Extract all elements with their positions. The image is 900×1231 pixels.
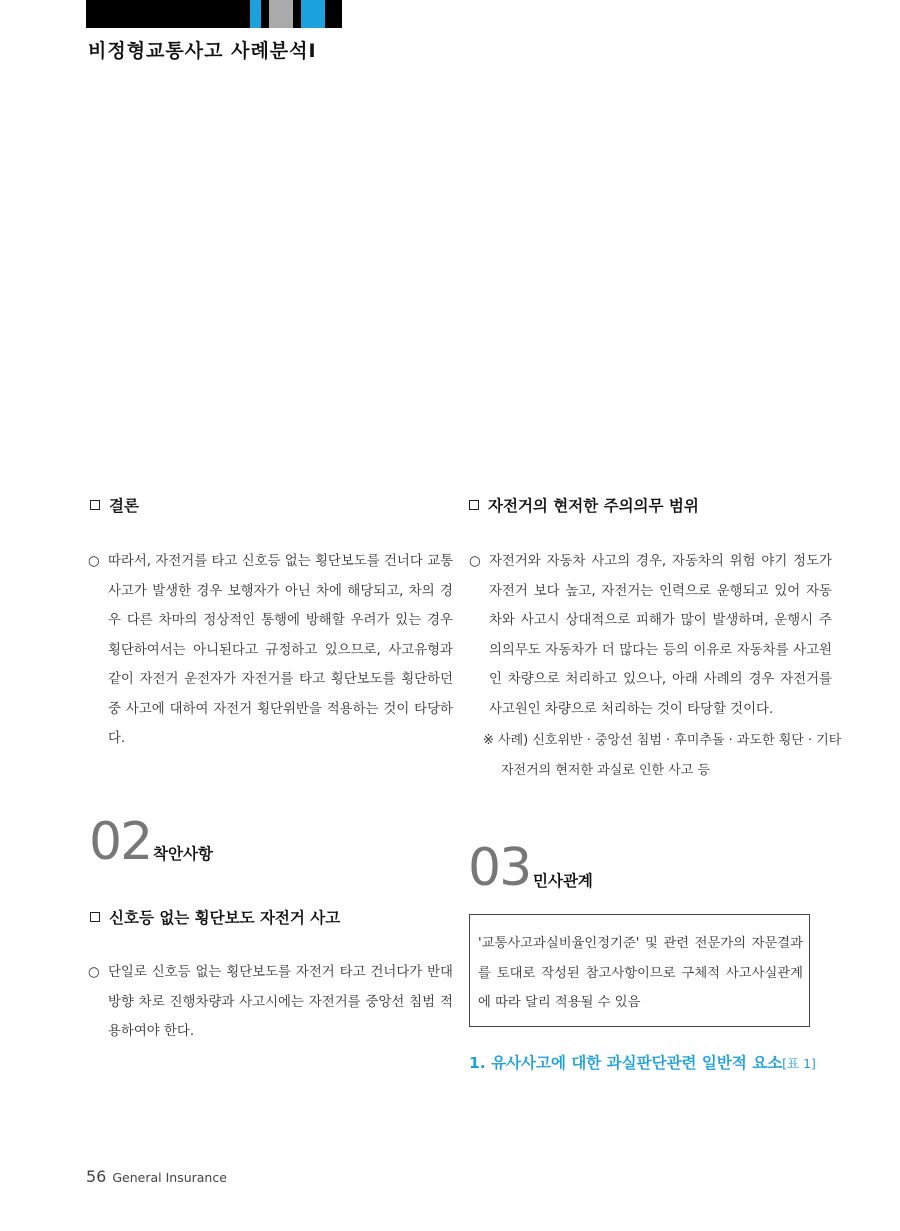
circle-bullet-icon: ○ <box>88 965 100 980</box>
sec02-heading <box>90 906 340 928</box>
color-block <box>269 0 293 28</box>
conclusion-paragraph <box>88 547 453 754</box>
section-03-number: 03 <box>468 838 531 898</box>
sec02-text: 단일로 신호등 없는 횡단보도를 자전거 타고 건너다가 반대방향 차로 진행차량과 사고시에는 자전거를 중앙선 침범 적용하여야 한다. <box>108 965 453 1039</box>
duty-paragraph <box>469 547 832 724</box>
header-color-bar <box>86 0 342 28</box>
section-02-number: 02 <box>89 812 152 872</box>
publication-name: General Insurance <box>112 1170 227 1185</box>
color-block <box>325 0 342 28</box>
checkbox-square-icon <box>90 912 100 922</box>
table-subheading <box>469 1051 816 1073</box>
duty-heading <box>469 494 699 516</box>
section-03-title: 민사관계 <box>533 872 593 890</box>
conclusion-heading <box>90 494 139 516</box>
page-number: 56 <box>86 1167 107 1186</box>
table-subheading-text: 1. 유사사고에 대한 과실판단관련 일반적 요소 <box>469 1054 783 1072</box>
circle-bullet-icon: ○ <box>88 554 100 569</box>
duty-heading-text: 자전거의 현저한 주의의무 범위 <box>488 497 699 515</box>
sec02-paragraph <box>88 958 453 1047</box>
circle-bullet-icon: ○ <box>469 554 481 569</box>
checkbox-square-icon <box>469 500 479 510</box>
running-title: 비정형교통사고 사례분석Ⅰ <box>88 40 317 62</box>
page-footer <box>86 1167 227 1186</box>
conclusion-heading-text: 결론 <box>109 497 139 515</box>
color-block <box>301 0 325 28</box>
table-reference: [표 1] <box>782 1056 816 1071</box>
duty-note: ※ 사례) 신호위반 · 중앙선 침범 · 후미추돌 · 과도한 횡단 · 기타 자전거의 현저한 과실로 인한 사고 등 <box>483 733 842 778</box>
notice-box: '교통사고과실비율인정기준' 및 관련 전문가의 자문결과를 토대로 작성된 참고사항이므로 구체적 사고사실관계에 따라 달리 적용될 수 있음 <box>469 914 810 1027</box>
color-block <box>261 0 269 28</box>
section-02-title: 착안사항 <box>153 845 213 863</box>
checkbox-square-icon <box>90 500 100 510</box>
color-block <box>86 0 223 28</box>
duty-text: 자전거와 자동차 사고의 경우, 자동차의 위험 야기 정도가 자전거 보다 높고, 자전거는 인력으로 운행되고 있어 자동차와 사고시 상대적으로 피해가 많이 발생하며, 운행시 주의의무도 자동차가 더 많다는 등의 이유로 자동차를 사고원인 차량으로 처리하고 있으나, 아래 사례의 경우 자전거를 사고원인 차량으로 처리하는 것이 타당할 것이다. <box>489 554 832 717</box>
sec02-heading-text: 신호등 없는 횡단보도 자전거 사고 <box>109 909 341 927</box>
color-block <box>250 0 261 28</box>
color-block <box>223 0 246 28</box>
conclusion-text: 따라서, 자전거를 타고 신호등 없는 횡단보도를 건너다 교통사고가 발생한 경우 보행자가 아닌 차에 해당되고, 차의 경우 다른 차마의 정상적인 통행에 방해할 우려가 있는 경우 횡단하여서는 아니된다고 규정하고 있으므로, 사고유형과 같이 자전거 운전자가 자전거를 타고 횡단보도를 횡단하던 중 사고에 대하여 자전거 횡단위반을 적용하는 것이 타당하다. <box>108 554 453 746</box>
color-block <box>293 0 301 28</box>
